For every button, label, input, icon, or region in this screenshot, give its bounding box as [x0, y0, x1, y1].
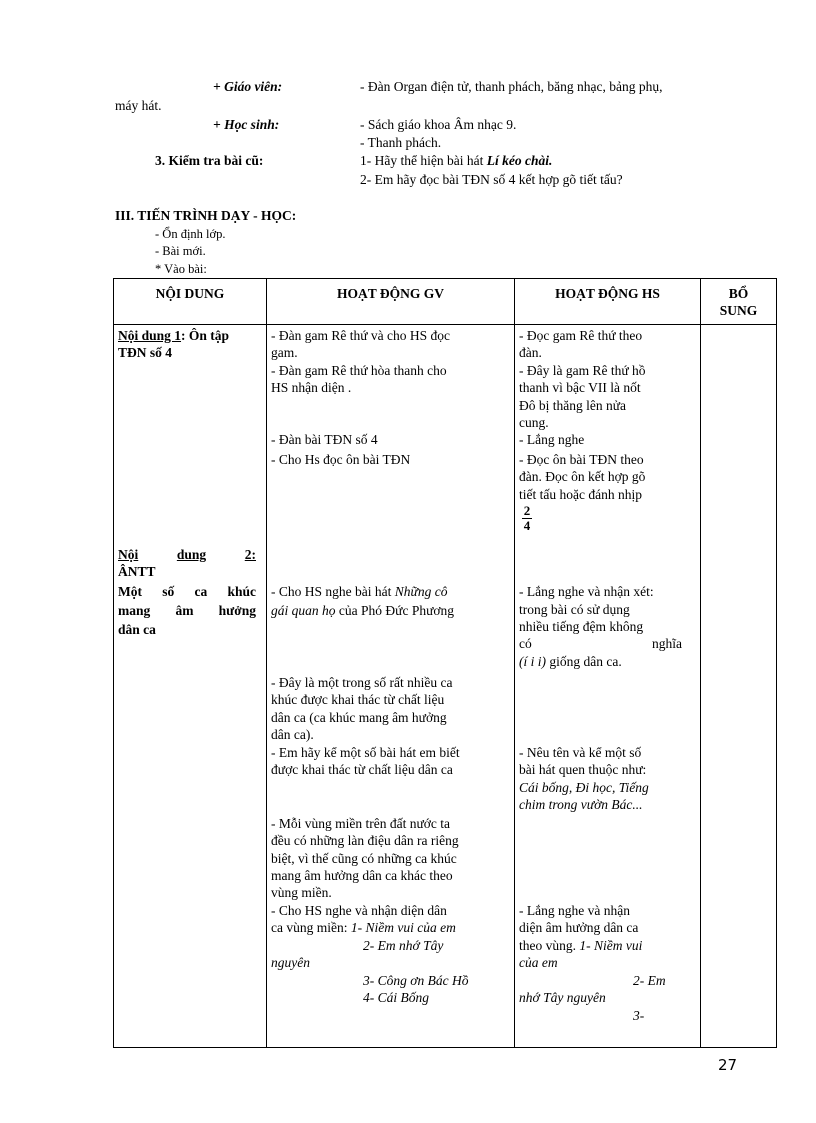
gv-line: - Em hãy kể một số bài hát em biết: [271, 745, 460, 760]
table-body-row: [114, 325, 777, 1048]
hs-line: đàn. Đọc ôn kết hợp gõ: [519, 469, 646, 484]
hs-line: - Nêu tên và kể một số: [519, 745, 642, 760]
gv-line: dân ca).: [271, 727, 314, 742]
section-title: III. TIẾN TRÌNH DẠY - HỌC:: [115, 208, 297, 223]
hs-line: Đô bị thăng lên nửa: [519, 398, 627, 413]
gv-line: vùng miền.: [271, 885, 332, 900]
hs-line: - Lắng nghe và nhận: [519, 903, 630, 918]
gv-line: - Đây là một trong số rất nhiều ca: [271, 675, 453, 690]
student-activity-cell: [515, 325, 701, 1048]
gv-line: mang âm hưởng dân ca khác theo: [271, 868, 453, 883]
gv-line: - Đàn gam Rê thứ và cho HS đọc: [271, 328, 451, 343]
page-number: 27: [718, 1056, 738, 1074]
gv-line: - Đàn gam Rê thứ hòa thanh cho: [271, 363, 447, 378]
hs-line: (í i i) giống dân ca.: [519, 654, 622, 669]
student-label: + Học sinh:: [213, 117, 280, 132]
step-1: - Ổn định lớp.: [155, 227, 226, 241]
header-teacher-activity: HOẠT ĐỘNG GV: [267, 279, 515, 325]
teacher-label: + Giáo viên:: [213, 79, 283, 94]
step-2: - Bài mới.: [155, 244, 206, 258]
teacher-text: - Đàn Organ điện tử, thanh phách, băng nhạc, bảng phụ,: [360, 79, 663, 94]
supplement-cell: [701, 325, 777, 1048]
hs-line: 2- Em: [633, 973, 666, 988]
gv-line: HS nhận diện .: [271, 380, 352, 395]
content-1-subtitle: TĐN số 4: [118, 345, 173, 360]
gv-line: 4- Cái Bống: [363, 990, 429, 1005]
header-content: NỘI DUNG: [114, 279, 267, 325]
gv-line: - Cho HS nghe và nhận diện dân: [271, 903, 447, 918]
content-cell: [114, 325, 267, 1048]
time-signature: [522, 505, 532, 532]
hs-line: bài hát quen thuộc như:: [519, 762, 647, 777]
gv-line: - Cho Hs đọc ôn bài TĐN: [271, 452, 411, 467]
student-text-1: - Sách giáo khoa Âm nhạc 9.: [360, 117, 517, 132]
content-2-topic-line-3: dân ca: [118, 622, 156, 637]
teacher-text-cont: máy hát.: [115, 98, 162, 113]
hs-line: trong bài có sử dụng: [519, 602, 630, 617]
gv-line: - Mỗi vùng miền trên đất nước ta: [271, 816, 451, 831]
gv-line: đều có những làn điệu dân ra riêng: [271, 833, 459, 848]
step-3: * Vào bài:: [155, 262, 207, 276]
check-question-1: [360, 152, 552, 169]
hs-line: có: [519, 636, 532, 651]
gv-line: - Đàn bài TĐN số 4: [271, 432, 378, 447]
hs-line: nghĩa: [652, 636, 682, 651]
hs-line: - Đọc ôn bài TĐN theo: [519, 452, 644, 467]
gv-line: 3- Công ơn Bác Hồ: [363, 973, 469, 988]
old-lesson-check-label: 3. Kiểm tra bài cũ:: [155, 153, 264, 168]
hs-line: - Đây là gam Rê thứ hồ: [519, 363, 646, 378]
teacher-activity-cell: [267, 325, 515, 1048]
hs-line: diện âm hưởng dân ca: [519, 920, 639, 935]
check-question-1-song: Lí kéo chài.: [486, 153, 553, 168]
hs-line: chim trong vườn Bác...: [519, 797, 643, 812]
hs-line: thanh vì bậc VII là nốt: [519, 380, 641, 395]
content-2-topic-line-2: mang âm hưởng: [118, 603, 256, 618]
hs-line: cung.: [519, 415, 549, 430]
hs-line: - Đọc gam Rê thứ theo: [519, 328, 643, 343]
hs-line: của em: [519, 955, 558, 970]
gv-line: được khai thác từ chất liệu dân ca: [271, 762, 453, 777]
hs-line: 3-: [633, 1008, 645, 1023]
gv-line: gái quan họ của Phó Đức Phương: [271, 603, 455, 618]
header-supplement: BỔ SUNG: [701, 279, 777, 325]
gv-line: ca vùng miền: 1- Niềm vui của em: [271, 920, 456, 935]
content-2-subtitle: ÂNTT: [118, 564, 156, 579]
gv-line: - Cho HS nghe bài hát Những cô: [271, 584, 448, 599]
hs-line: nhiều tiếng đệm không: [519, 619, 644, 634]
header-student-activity: HOẠT ĐỘNG HS: [515, 279, 701, 325]
hs-line: theo vùng. 1- Niềm vui: [519, 938, 643, 953]
hs-line: - Lắng nghe và nhận xét:: [519, 584, 654, 599]
hs-line: - Lắng nghe: [519, 432, 585, 447]
content-1-title: Nội dung 1: Ôn tập: [118, 328, 230, 343]
time-signature-bottom: 4: [523, 518, 531, 533]
gv-line: biệt, vì thế cũng có những ca khúc: [271, 851, 457, 866]
hs-line: tiết tấu hoặc đánh nhịp: [519, 487, 642, 502]
time-signature-top: 2: [523, 503, 531, 518]
hs-line: Cái bống, Đi học, Tiếng: [519, 780, 649, 795]
gv-line: gam.: [271, 345, 298, 360]
gv-line: dân ca (ca khúc mang âm hưởng: [271, 710, 447, 725]
hs-line: đàn.: [519, 345, 542, 360]
student-text-2: - Thanh phách.: [360, 135, 442, 150]
check-question-2: 2- Em hãy đọc bài TĐN số 4 kết hợp gõ tiết tấu?: [360, 172, 623, 187]
check-question-1-prefix: 1- Hãy thể hiện bài hát: [360, 153, 487, 168]
table-header-row: [114, 279, 777, 325]
lesson-plan-table: [113, 278, 777, 1048]
content-2-topic-line-1: Một số ca khúc: [118, 584, 256, 599]
hs-line: nhớ Tây nguyên: [519, 990, 606, 1005]
gv-line: khúc được khai thác từ chất liệu: [271, 692, 445, 707]
gv-line: 2- Em nhớ Tây: [363, 938, 444, 953]
content-2-title: Nội dung 2:: [118, 547, 256, 562]
gv-line: nguyên: [271, 955, 310, 970]
